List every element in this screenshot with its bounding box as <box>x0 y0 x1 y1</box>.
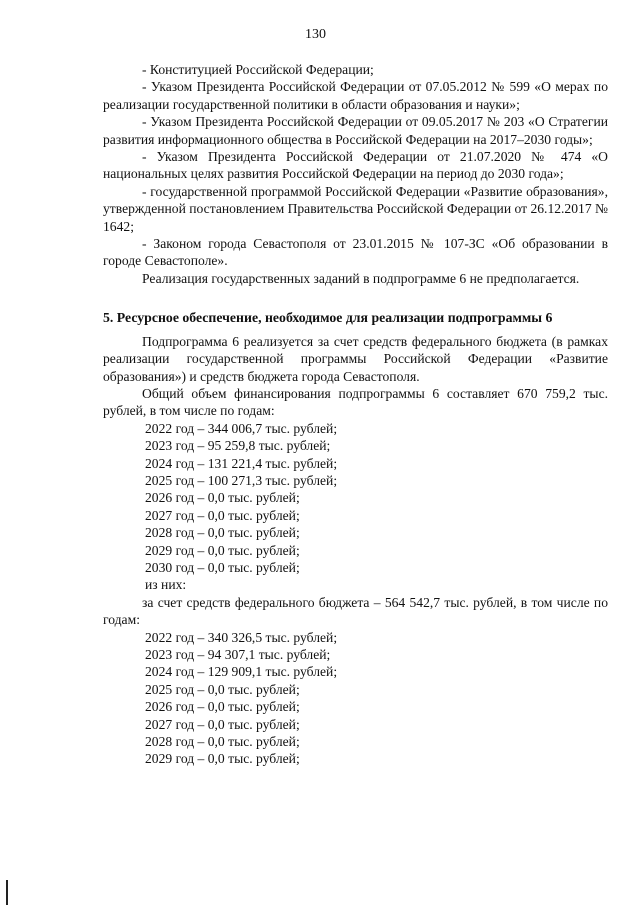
list-item: 2029 год – 0,0 тыс. рублей; <box>145 542 300 558</box>
list-item: 2022 год – 340 326,5 тыс. рублей; <box>145 629 338 645</box>
legal-basis-list <box>103 61 608 270</box>
page-number: 130 <box>305 27 326 42</box>
list-item: 2029 год – 0,0 тыс. рублей; <box>145 751 300 767</box>
section-heading: 5. Ресурсное обеспечение, необходимое для реализации подпрограммы 6 <box>103 310 553 326</box>
basis-item: - Законом города Севастополя от 23.01.2015 № 107-ЗС «Об образовании в городе Севастополе». <box>103 236 608 269</box>
of-which-label: из них: <box>145 577 187 593</box>
state-tasks-paragraph: Реализация государственных заданий в подпрограмме 6 не предполагается. <box>142 270 580 286</box>
list-item: 2024 год – 131 221,4 тыс. рублей; <box>145 455 338 471</box>
funding-source-paragraph: Подпрограмма 6 реализуется за счет средств федерального бюджета (в рамках реализации государственной программы Российской Федерации «Развитие образования») и средств бюджета города Севастополя. <box>103 333 608 384</box>
basis-item: - Указом Президента Российской Федерации от 07.05.2012 № 599 «О мерах по реализации государственной политики в области образования и науки»; <box>103 79 608 112</box>
page-content <box>103 61 608 768</box>
list-item: 2025 год – 100 271,3 тыс. рублей; <box>145 472 338 488</box>
federal-funding-paragraph: за счет средств федерального бюджета – 564 542,7 тыс. рублей, в том числе по годам: <box>103 594 608 628</box>
basis-item: - Указом Президента Российской Федерации от 21.07.2020 № 474 «О национальных целях развития Российской Федерации на период до 2030 года»; <box>103 149 608 182</box>
list-item: 2023 год – 94 307,1 тыс. рублей; <box>145 647 331 662</box>
scan-margin-mark <box>6 880 8 905</box>
list-item: 2022 год – 344 006,7 тыс. рублей; <box>145 420 338 436</box>
list-item: 2027 год – 0,0 тыс. рублей; <box>145 716 300 732</box>
basis-item: - Конституцией Российской Федерации; <box>142 62 374 77</box>
list-item: 2026 год – 0,0 тыс. рублей; <box>145 699 300 715</box>
list-item: 2027 год – 0,0 тыс. рублей; <box>145 507 300 523</box>
list-item: 2028 год – 0,0 тыс. рублей; <box>145 525 300 541</box>
list-item: 2028 год – 0,0 тыс. рублей; <box>145 734 300 750</box>
federal-by-year-list <box>103 629 608 768</box>
list-item: 2023 год – 95 259,8 тыс. рублей; <box>145 438 331 454</box>
basis-item: - государственной программой Российской Федерации «Развитие образования», утвержденной постановлением Правительства Российской Федерации от 26.12.2017 № 1642; <box>103 183 608 234</box>
list-item: 2024 год – 129 909,1 тыс. рублей; <box>145 664 338 680</box>
list-item: 2030 год – 0,0 тыс. рублей; <box>145 559 300 575</box>
basis-item: - Указом Президента Российской Федерации от 09.05.2017 № 203 «О Стратегии развития информационного общества в Российской Федерации на 2017–2030 годы»; <box>103 114 608 147</box>
list-item: 2026 год – 0,0 тыс. рублей; <box>145 490 300 506</box>
total-by-year-list <box>103 420 608 594</box>
total-funding-paragraph: Общий объем финансирования подпрограммы 6 составляет 670 759,2 тыс. рублей, в том числе по годам: <box>103 385 608 419</box>
list-item: 2025 год – 0,0 тыс. рублей; <box>145 681 300 697</box>
